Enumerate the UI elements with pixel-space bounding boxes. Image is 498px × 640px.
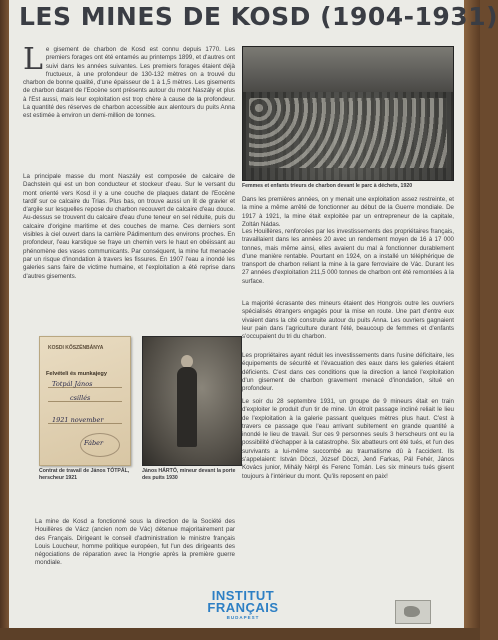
info-panel (9, 0, 498, 640)
card-handwritten-role: csillés (70, 394, 91, 402)
card-handwritten-date: 1921 november (52, 416, 104, 424)
wooden-frame-left (0, 0, 9, 640)
accident-paragraph: Le soir du 28 septembre 1931, un groupe de 9 mineurs était en train d'exploiter le produit d'un tir de mine. Un étroit passage incliné reliait le lieu de l'exploitation à la galerie passant quelques mètres plus haut. C'est à travers ce passage que l'eau arrivant subitement en grande quantité a inondé le lieu de travail. Sur ces 9 personnes seuls 3 herscheurs ont eu la possibilité d'échapper à la catastrophe. Six abatteurs ont été tués, et l'un des survivants a lui-même succombé au traumatisme dû à l'accident. Ils s'appelaient: István Döczi, József Döczi, Jenő Farkas, Pál Fehér, János Kovács junior, Mihály Nérpl és Ferenc Tomán. Les six mineurs tués gisent toujours à l'intérieur du mont. Qu'ils reposent en paix! (242, 398, 454, 480)
first-years-paragraph: Dans les premières années, on y menait une exploitation assez restreinte, et la mine a même arrêté de fonctionner au début de la Guerre mondiale. De 1917 à 1921, la mine était exploitée par un entrepreneur de la capitale, Zoltán Nádas. (242, 196, 454, 228)
work-contract-card (39, 336, 131, 466)
card-signature: Fáber (84, 439, 104, 447)
owners-paragraph: Les propriétaires ayant réduit les investissements dans l'usine déficitaire, les équipements de sécurité et l'évacuation des eaux dans les galeries étaient déficients. C'est dans ces conditions que la direction a lancé l'exploitation d'un gisement de charbon gravement menacé d'inondation, situé en profondeur. (242, 352, 454, 393)
coal-sorters-caption: Femmes et enfants trieurs de charbon devant le parc à déchets, 1920 (242, 183, 413, 189)
card-caption: Contrat de travail de János TÓTPÁL, herscheur 1921 (39, 468, 130, 481)
drop-cap: L (23, 42, 43, 77)
title-years: (1904-1931) (320, 2, 498, 31)
institut-francais-logo: INSTITUT FRANÇAIS BUDAPEST (207, 588, 279, 620)
card-header: KOSDI KŐSZÉNBÁNYA (48, 345, 104, 351)
wooden-frame-bottom (0, 628, 480, 640)
wooden-frame-right (464, 0, 480, 640)
geology-paragraph: La principale masse du mont Naszály est composée de calcaire de Dachstein qui est un bon conducteur et stockeur d'eau. Sur le versant du mont orienté vers Kosd il y a une couche de plaques datant de l'Eocène tardif sur ce calcaire du Trias. Plus bas, on trouve aussi un lit de gravier et d'argile sur lesquelles repose du charbon recouvert de calcaire d'eau douce. Au-dessus se trouvent du calcaire d'eau d'une teneur en sel réduite, puis du calcaire d'origine maritime et des couches de marne. Ces derniers sont visibles à ciel ouvert dans la carrière Pádimentum des environs proches. En profondeur, l'eau karstique se fraye un chemin vers le haut en obéissant au phénomène des vases communicants. Par conséquent, la mine fut menacée par un risque d'inondation à travers les fissures. En 1907 l'eau a inondé les galeries sans faire de victime humaine, et l'exploitation a été reprise dans d'autres gisements. (23, 173, 235, 280)
page-title (19, 2, 498, 31)
intro-text: e gisement de charbon de Kosd est connu depuis 1770. Les premiers forages ont été entamés au printemps 1899, et d'autres ont suivi dans les années suivantes. Les premiers forages étaient déjà fructueux, à une profondeur de 130-132 mètres on a trouvé du charbon de bonne qualité, d'une épaisseur de 1 à 1,5 mètres. Les gisements de charbon datant de l'Eocène sont présents autour du mont Naszály et plus à l'Est aussi, mais leur exploitation est trop chère à cause de la profondeur. La quantité des réserves de charbon accessible aux alentours du puits Anna est estimée à environ un demi-million de tonnes. (23, 46, 235, 120)
miner-photo (142, 336, 242, 466)
bottom-paragraph: La mine de Kosd a fonctionné sous la direction de la Société des Houillères de Vácz (ancien nom de Vác) détenue majoritairement par des Français. Dirigeant le conseil d'administration le ministre français Louis Loucheur, homme politique européen, fut l'un des dirigeants des négociations de réparation avec la Hongrie après la première guerre mondiale. (35, 518, 235, 567)
partner-badge-icon (395, 600, 431, 624)
card-handwritten-name: Totpál János (52, 380, 93, 388)
title-main: LES MINES DE KOSD (19, 2, 311, 31)
miner-caption: János HÁRTÓ, mineur devant la porte des puits 1930 (142, 468, 236, 481)
card-doc-title: Felvételi és munkajegy (46, 371, 107, 377)
intro-paragraph (23, 42, 235, 121)
coal-sorters-photo (242, 46, 454, 181)
workers-paragraph: La majorité écrasante des mineurs étaient des Hongrois outre les ouvriers spécialisés étrangers engagés pour la mise en route. Une part d'entre eux vivaient dans la cité construite autour du puits Anna. Les ouvriers gagnaient leur pain dans l'agriculture durant l'été, beaucoup de femmes et d'enfants s'occupaient du tri du charbon. (242, 300, 454, 341)
investments-paragraph: Les Houillères, renforcées par les investissements des propriétaires français, travaillaient dans les années 20 avec un rendement moyen de 16 à 17 000 tonnes, mais même ainsi, elles avaient du mal à fonctionner durablement d'une manière rentable. Pourtant en 1924, on a installé un téléphérique de transport de charbon reliant la mine à la gare ferroviaire de Vác. Durant les 27 années d'exploitation 211,5 000 tonnes de charbon ont été remontées à la surface. (242, 228, 454, 285)
